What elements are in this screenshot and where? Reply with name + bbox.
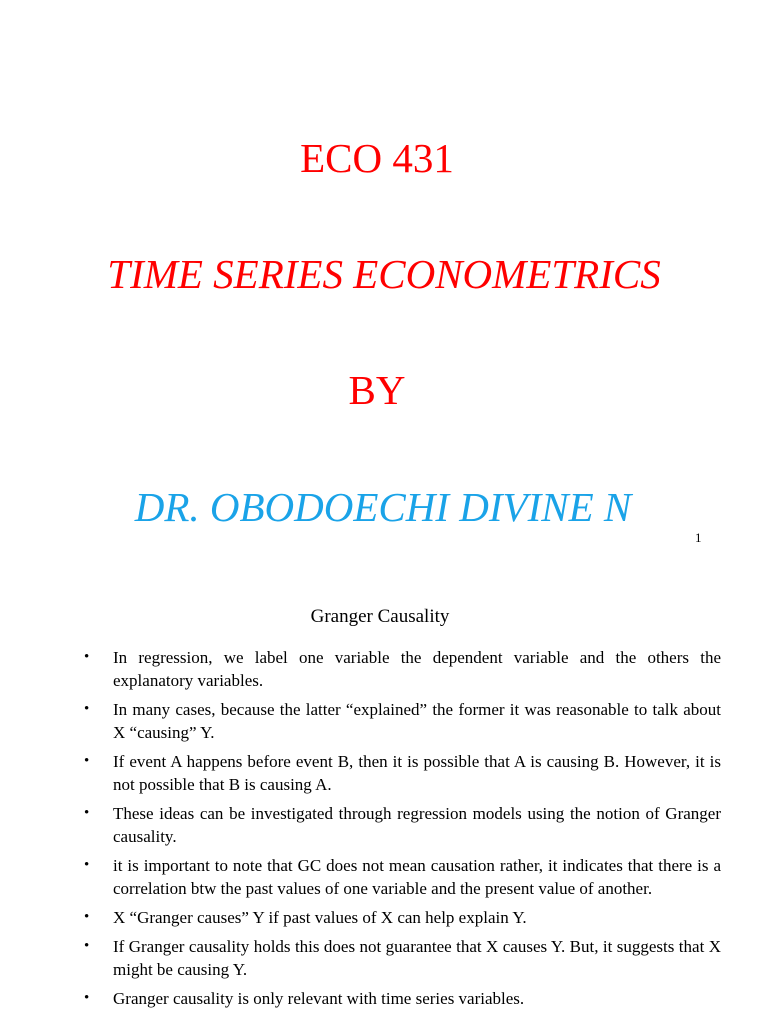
bullet-icon: • [84,701,90,717]
bullet-text: If Granger causality holds this does not guarantee that X causes Y. But, it suggests that X might be causing Y. [113,937,721,979]
bullet-item [0,698,768,744]
bullet-text: it is important to note that GC does not mean causation rather, it indicates that there is a correlation btw the past values of one variable and the present value of another. [113,856,721,898]
bullet-text: In many cases, because the latter “explained” the former it was reasonable to talk about X “causing” Y. [113,700,721,742]
bullet-text: X “Granger causes” Y if past values of X can help explain Y. [113,908,527,927]
bullet-list [0,646,768,1016]
bullet-text: Granger causality is only relevant with time series variables. [113,989,525,1008]
bullet-text: In regression, we label one variable the dependent variable and the others the explanatory variables. [113,648,721,690]
content-slide [0,560,768,1024]
bullet-icon: • [84,649,90,665]
bullet-item [0,987,768,1010]
bullet-icon: • [84,857,90,873]
by-label: BY [348,367,406,413]
bullet-item [0,906,768,929]
author-name: DR. OBODOECHI DIVINE N [134,484,632,530]
bullet-item [0,854,768,900]
slide-heading: Granger Causality [310,606,450,627]
bullet-text: These ideas can be investigated through regression models using the notion of Granger causality. [113,804,721,846]
page-number: 1 [695,530,702,545]
bullet-icon: • [84,938,90,954]
bullet-icon: • [84,990,90,1006]
bullet-icon: • [84,909,90,925]
course-code: ECO 431 [300,135,454,181]
bullet-icon: • [84,805,90,821]
course-title: TIME SERIES ECONOMETRICS [107,251,661,297]
bullet-item [0,935,768,981]
bullet-item [0,646,768,692]
bullet-icon: • [84,753,90,769]
bullet-text: If event A happens before event B, then it is possible that A is causing B. However, it is not possible that B is causing A. [113,752,721,794]
bullet-item [0,802,768,848]
bullet-item [0,750,768,796]
